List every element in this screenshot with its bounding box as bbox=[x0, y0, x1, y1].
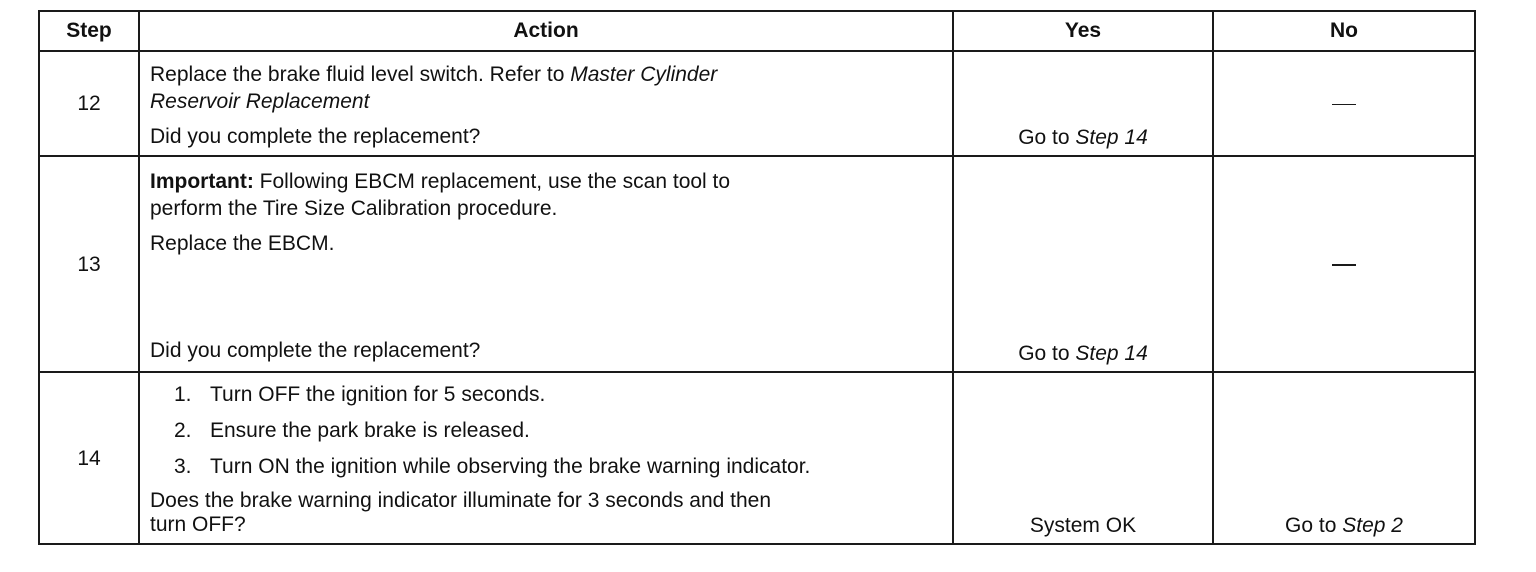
important-text: Following EBCM replacement, use the scan tool to bbox=[253, 170, 731, 193]
result-prefix: Go to bbox=[1285, 514, 1343, 537]
result-prefix: Go to bbox=[1018, 342, 1076, 365]
header-action: Action bbox=[139, 11, 953, 51]
list-number: 3. bbox=[174, 455, 192, 478]
yes-result bbox=[954, 340, 1212, 367]
action-text: Replace the brake fluid level switch. Refer to bbox=[150, 63, 571, 86]
action-cell bbox=[139, 156, 953, 372]
dash-mark bbox=[1332, 264, 1356, 266]
step-reference: Step 14 bbox=[1075, 126, 1148, 149]
table-row-step-13 bbox=[39, 156, 1475, 372]
yes-cell bbox=[953, 51, 1213, 156]
list-number: 1. bbox=[174, 383, 192, 406]
table-header-row bbox=[39, 11, 1475, 51]
list-item bbox=[174, 381, 944, 408]
action-line bbox=[150, 88, 944, 115]
no-cell bbox=[1213, 51, 1475, 156]
action-question: Did you complete the replacement? bbox=[150, 125, 481, 148]
action-question: Does the brake warning indicator illuminate for 3 seconds and then bbox=[150, 489, 772, 512]
list-item bbox=[174, 453, 944, 480]
list-text: Turn OFF the ignition for 5 seconds. bbox=[210, 383, 546, 406]
header-yes: Yes bbox=[953, 11, 1213, 51]
dash-mark bbox=[1332, 104, 1356, 106]
no-cell bbox=[1213, 156, 1475, 372]
list-text: Turn ON the ignition while observing the brake warning indicator. bbox=[210, 455, 811, 478]
no-cell bbox=[1213, 372, 1475, 544]
action-question-cont: turn OFF? bbox=[150, 513, 246, 536]
no-result bbox=[1214, 512, 1474, 539]
table-row-step-12 bbox=[39, 51, 1475, 156]
important-note bbox=[150, 168, 944, 195]
diagnostic-table bbox=[38, 10, 1476, 545]
reference-link: Reservoir Replacement bbox=[150, 90, 370, 113]
step-number: 13 bbox=[39, 156, 139, 372]
list-text: Ensure the park brake is released. bbox=[210, 419, 530, 442]
yes-result: System OK bbox=[1029, 514, 1137, 537]
important-label: Important: bbox=[150, 170, 254, 193]
result-prefix: Go to bbox=[1018, 126, 1076, 149]
action-question: Did you complete the replacement? bbox=[150, 339, 481, 362]
action-line bbox=[150, 61, 944, 88]
step-number: 14 bbox=[39, 372, 139, 544]
step-number: 12 bbox=[39, 51, 139, 156]
table-row-step-14 bbox=[39, 372, 1475, 544]
important-note-cont: perform the Tire Size Calibration procedure. bbox=[150, 197, 558, 220]
action-cell bbox=[139, 51, 953, 156]
action-cell bbox=[139, 372, 953, 544]
list-item bbox=[174, 417, 944, 444]
list-number: 2. bbox=[174, 419, 192, 442]
step-reference: Step 14 bbox=[1075, 342, 1148, 365]
header-step: Step bbox=[39, 11, 139, 51]
header-no: No bbox=[1213, 11, 1475, 51]
reference-link: Master Cylinder bbox=[570, 63, 718, 86]
yes-cell bbox=[953, 156, 1213, 372]
yes-result bbox=[954, 124, 1212, 151]
yes-cell bbox=[953, 372, 1213, 544]
action-instruction: Replace the EBCM. bbox=[150, 232, 335, 255]
step-reference: Step 2 bbox=[1342, 514, 1403, 537]
